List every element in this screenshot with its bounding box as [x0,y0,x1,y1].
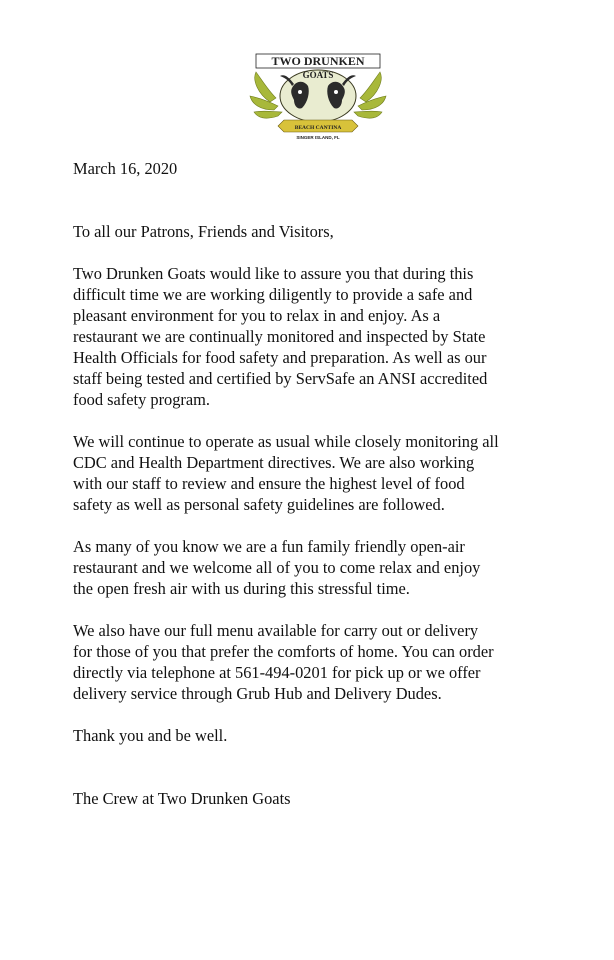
letter-salutation: To all our Patrons, Friends and Visitors, [73,222,334,241]
letter-paragraph: We also have our full menu available for carry out or delivery for those of you that prefer the comforts of home. You can order directly via telephone at 561-494-0201 for pick up or we offer delivery service through Grub Hub and Delivery Dudes. [73,621,494,703]
two-drunken-goats-logo [248,50,388,140]
letter-date: March 16, 2020 [73,159,178,178]
logo-name-line1: TWO DRUNKEN [271,54,365,68]
letter-paragraph: As many of you know we are a fun family friendly open-air restaurant and we welcome all of you to come relax and enjoy the open fresh air with us during this stressful time. [73,537,481,598]
logo-ribbon-text: BEACH CANTINA [294,125,342,131]
logo-location: SINGER ISLAND, FL [296,135,340,140]
letter-body [73,158,593,809]
letter-paragraph: Two Drunken Goats would like to assure you that during this difficult time we are working diligently to provide a safe and pleasant environment for you to relax in and enjoy. As a restaurant we are continually monitored and inspected by State Health Officials for food safety and preparation. As well as our staff being tested and certified by ServSafe an ANSI accredited food safety program. [73,264,488,409]
letter-paragraph: We will continue to operate as usual while closely monitoring all CDC and Health Department directives. We are also working with our staff to review and ensure the highest level of food safety as well as personal safety guidelines are followed. [73,432,499,514]
letter-signature: The Crew at Two Drunken Goats [73,789,291,808]
letter-closing: Thank you and be well. [73,726,228,745]
logo-name-line2: GOATS [302,70,334,80]
